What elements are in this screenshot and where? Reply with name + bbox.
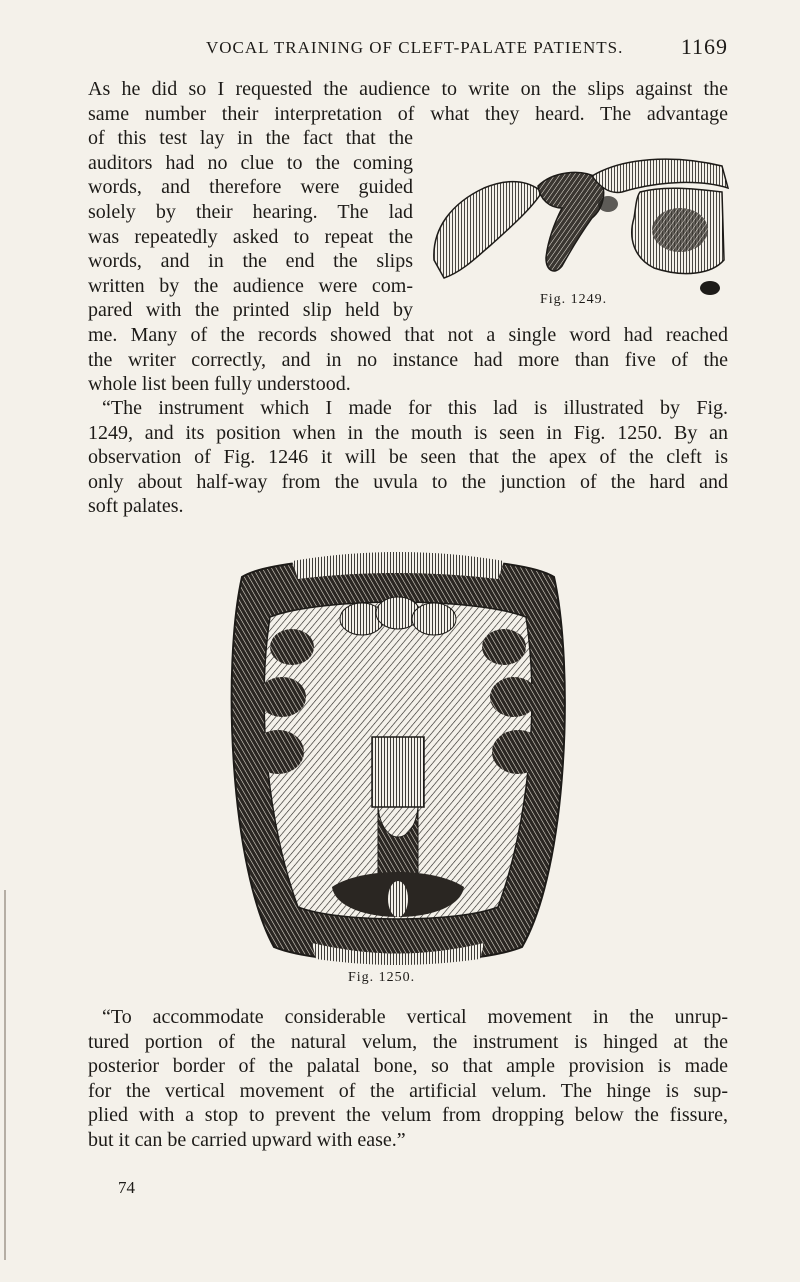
text-line: for the vertical movement of the artificial velum. The hinge is sup- (88, 1079, 728, 1102)
text-line: posterior border of the palatal bone, so that ample provision is made (88, 1055, 728, 1078)
text-line: the writer correctly, and in no instance had more than five of the (88, 348, 728, 371)
text-line: plied with a stop to prevent the velum from dropping below the fissure, (88, 1104, 728, 1127)
text-line: As he did so I requested the audience to write on the slips against the (88, 78, 728, 100)
figure-1249-obturator-illustration (422, 148, 732, 308)
signature-mark: 74 (118, 1178, 135, 1197)
text-line: only about half-way from the uvula to the junction of the hard and (88, 470, 728, 493)
text-line: observation of Fig. 1246 it will be seen that the apex of the cleft is (88, 446, 728, 469)
text-line: but it can be carried upward with ease.” (88, 1128, 406, 1151)
page-number: 1169 (680, 34, 728, 59)
figure-1250-mouth-illustration (222, 547, 574, 965)
text-line: words, and therefore were guided (88, 176, 413, 199)
text-line: pared with the printed slip held by (88, 299, 413, 322)
paragraph-3 (88, 1005, 728, 1153)
text-line: words, and in the end the slips (88, 250, 413, 273)
figure-1249-caption: Fig. 1249. (540, 292, 608, 307)
running-title: VOCAL TRAINING OF CLEFT-PALATE PATIENTS. (206, 38, 624, 57)
text-line: 1249, and its position when in the mouth is seen in Fig. 1250. By an (88, 421, 728, 444)
text-line: was repeatedly asked to repeat the (88, 225, 413, 248)
text-line: tured portion of the natural velum, the instrument is hinged at the (88, 1030, 728, 1053)
text-line: soft palates. (88, 495, 184, 518)
page-edge-line (4, 890, 6, 1260)
text-line: “The instrument which I made for this lad is illustrated by Fig. (102, 397, 728, 419)
text-line: written by the audience were com- (88, 274, 413, 297)
text-line: solely by their hearing. The lad (88, 200, 413, 223)
figure-1250-caption: Fig. 1250. (348, 970, 416, 985)
text-line: auditors had no clue to the coming (88, 151, 413, 174)
text-line: of this test lay in the fact that the (88, 127, 413, 150)
text-line: “To accommodate considerable vertical movement in the unrup- (102, 1006, 728, 1028)
text-line: me. Many of the records showed that not a single word had reached (88, 323, 728, 346)
paragraph-2 (88, 396, 728, 519)
text-line: same number their interpretation of what they heard. The advantage (88, 102, 728, 125)
text-line: whole list been fully understood. (88, 373, 351, 396)
